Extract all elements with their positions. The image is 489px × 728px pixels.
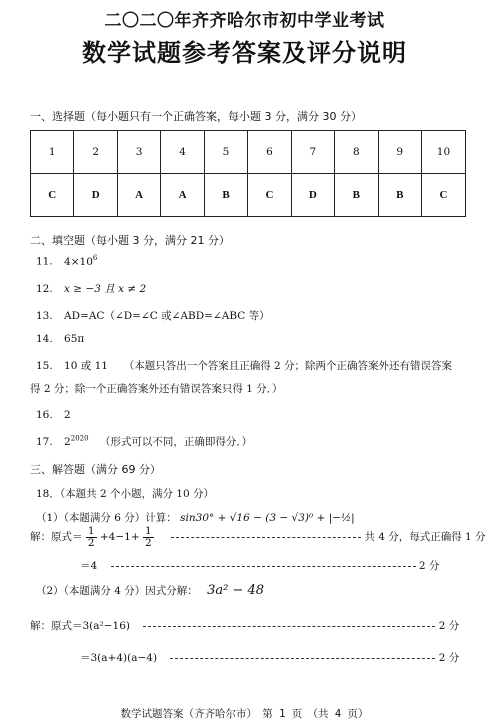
section3-heading: 三、解答题（满分 69 分）	[30, 463, 161, 476]
answer-letter: C	[31, 174, 74, 217]
score-note: 共 4 分，每式正确得 1 分	[364, 531, 486, 543]
answer-letter: D	[291, 174, 334, 217]
item-exponent: 6	[92, 254, 98, 262]
answer-table-answers-row	[31, 174, 466, 217]
answer-letter: C	[248, 174, 291, 217]
q18-part2-label: （2）（本题满分 4 分）因式分解：	[36, 585, 198, 597]
score-note: 2 分	[438, 620, 460, 632]
q18-heading: 18．（本题共 2 个小题，满分 10 分）	[36, 488, 215, 500]
item-answer: 10 或 11 （本题只答出一个答案且正确得 2 分；除两个正确答案外还有错误答案	[64, 360, 453, 372]
item-exponent: 2020	[70, 434, 89, 443]
fraction-denominator: 2	[87, 536, 95, 549]
answer-number: 9	[378, 131, 421, 174]
item-number: 17.	[36, 436, 53, 448]
q18-part1	[36, 510, 355, 525]
score-note: 2 分	[438, 652, 460, 664]
fraction-numerator: 1	[87, 525, 95, 537]
answer-number: 8	[335, 131, 378, 174]
answer-letter: A	[161, 174, 204, 217]
fill-item-12	[36, 281, 146, 296]
answer-number: 5	[204, 131, 247, 174]
fill-item-11	[36, 254, 97, 268]
score-leader-dashes	[143, 626, 435, 627]
answer-table-numbers-row	[31, 131, 466, 174]
fill-item-15-continued	[30, 381, 282, 396]
solution-label: 解：原式＝	[30, 531, 83, 543]
score-leader-dashes	[170, 658, 435, 659]
fill-item-16	[36, 409, 71, 421]
answer-letter: A	[117, 174, 160, 217]
answer-letter: D	[74, 174, 117, 217]
fraction-half	[143, 526, 154, 548]
item-answer: 4×10	[64, 255, 93, 268]
answer-letter: C	[421, 174, 465, 217]
score-leader-dashes	[171, 537, 361, 538]
answer-number: 7	[291, 131, 334, 174]
section2-heading: 二、填空题（每小题 3 分，满分 21 分）	[30, 234, 230, 247]
q18-part2-solution-line2	[80, 650, 459, 665]
section1-heading: 一、选择题（每小题只有一个正确答案，每小题 3 分，满分 30 分）	[30, 110, 362, 123]
q18-part1-solution	[30, 526, 486, 552]
result-value: ＝4	[80, 560, 98, 572]
document-title: 二〇二〇年齐齐哈尔市初中学业考试	[104, 11, 385, 31]
solution-step: ＝3(a+4)(a−4)	[80, 652, 158, 664]
score-note: 2 分	[418, 560, 440, 572]
page-footer: 数学试题答案（齐齐哈尔市） 第 1 页 （共 4 页）	[120, 708, 369, 720]
item-note: （形式可以不同，正确即得分．）	[99, 436, 253, 448]
q18-part2	[36, 583, 264, 598]
item-answer: 2	[64, 409, 71, 421]
q18-part2-expression: 3a² − 48	[207, 583, 265, 598]
answer-letter: B	[204, 174, 247, 217]
answer-number: 3	[117, 131, 160, 174]
fraction-denominator: 2	[144, 536, 152, 549]
fill-item-15	[36, 358, 452, 373]
item-answer: AD=AC（∠D=∠C 或∠ABD=∠ABC 等）	[64, 310, 270, 322]
answer-table	[30, 130, 466, 217]
q18-part1-result	[80, 558, 439, 573]
q18-part1-expression: sin30° + √16 − (3 − √3)⁰ + |−½|	[180, 512, 355, 524]
fraction-half	[86, 526, 97, 548]
q18-part2-solution-line1	[30, 618, 459, 633]
answer-number: 2	[74, 131, 117, 174]
fraction-numerator: 1	[144, 525, 152, 537]
answer-letter: B	[378, 174, 421, 217]
solution-step: 解：原式＝3(a²−16)	[30, 620, 131, 632]
answer-number: 10	[421, 131, 465, 174]
answer-number: 6	[248, 131, 291, 174]
score-leader-dashes	[111, 566, 416, 567]
item-number: 14.	[36, 333, 53, 345]
answer-number: 4	[161, 131, 204, 174]
item-answer: x ≥ −3 且 x ≠ 2	[64, 283, 147, 295]
item-number: 12.	[36, 283, 53, 295]
fill-item-13	[36, 308, 270, 323]
item-number: 13.	[36, 310, 53, 322]
answer-number: 1	[31, 131, 74, 174]
item-number: 11.	[36, 255, 53, 268]
q18-part1-label: （1）（本题满分 6 分）计算：	[36, 512, 177, 524]
item-number: 15.	[36, 360, 53, 372]
answer-letter: B	[335, 174, 378, 217]
fill-item-14	[36, 333, 84, 345]
solution-middle-terms: +4−1+	[99, 531, 140, 543]
item-answer: 65π	[64, 333, 85, 345]
item-answer-continued: 得 2 分；除一个正确答案外还有错误答案只得 1 分．）	[30, 383, 283, 395]
fill-item-17	[36, 434, 252, 449]
item-number: 16.	[36, 409, 53, 421]
item-answer: 2	[64, 436, 71, 448]
document-subtitle: 数学试题参考答案及评分说明	[82, 39, 407, 67]
